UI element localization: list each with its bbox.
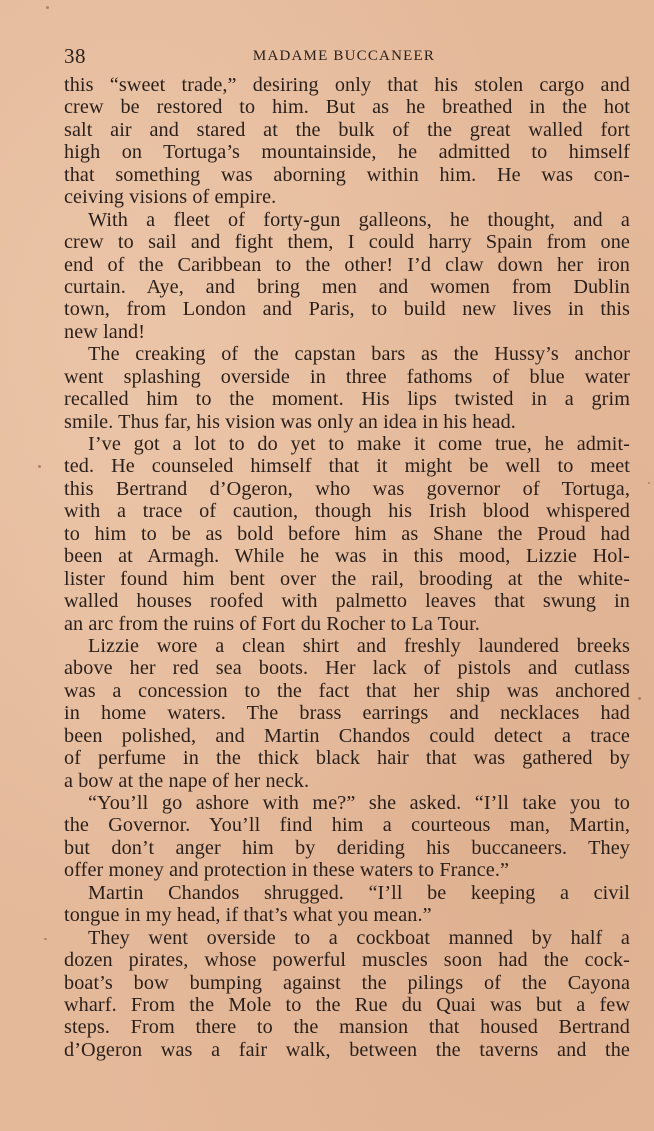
text-line: salt air and stared at the bulk of the great walled fort [64, 118, 630, 141]
text-line: I’ve got a lot to do yet to make it come true, he admit- [88, 433, 630, 455]
text-line: steps. From there to the mansion that housed Bertrand [64, 1016, 630, 1039]
text-line: in home waters. The brass earrings and necklaces had [64, 702, 630, 725]
text-line: Lizzie wore a clean shirt and freshly laundered breeks [88, 634, 630, 657]
text-line: curtain. Aye, and bring men and women from Dublin [64, 275, 630, 298]
text-line: recalled him to the moment. His lips twisted in a grim [64, 388, 630, 411]
text-line: d’Ogeron was a fair walk, between the taverns and the [64, 1038, 630, 1061]
text-line: crew be restored to him. But as he breathed in the hot [64, 96, 630, 119]
page-header [64, 44, 624, 70]
text-line: of perfume in the thick black hair that was gathered by [64, 747, 630, 770]
running-head: MADAME BUCCANEER [252, 48, 436, 64]
page-number: 38 [64, 44, 86, 68]
paper-speck [38, 465, 41, 468]
text-line: high on Tortuga’s mountainside, he admitted to himself [64, 141, 630, 164]
text-line: dozen pirates, whose powerful muscles soon had the cock- [64, 949, 630, 972]
text-line: The creaking of the capstan bars as the Hussy’s anchor [88, 343, 630, 366]
text-line: wharf. From the Mole to the Rue du Quai was but a few [64, 993, 630, 1016]
text-line: a bow at the nape of her neck. [64, 769, 310, 792]
paper-speck [44, 938, 47, 940]
text-line: They went overside to a cockboat manned by half a [88, 926, 630, 949]
text-line: crew to sail and fight them, I could harry Spain from one [64, 231, 630, 254]
paper-speck [46, 6, 49, 9]
body-text [64, 74, 630, 1061]
text-line: but don’t anger him by deriding his buccaneers. They [64, 836, 630, 859]
text-line: end of the Caribbean to the other! I’d claw down her iron [64, 253, 630, 276]
paper-speck [648, 482, 650, 484]
text-line: town, from London and Paris, to build new lives in this [64, 298, 630, 321]
text-line: walled houses roofed with palmetto leaves that swung in [64, 590, 630, 613]
text-line: smile. Thus far, his vision was only an idea in his head. [64, 410, 516, 433]
text-line: this Bertrand d’Ogeron, who was governor of Tortuga, [64, 477, 630, 500]
paper-speck [638, 697, 641, 700]
text-line: tongue in my head, if that’s what you mean.” [64, 904, 432, 927]
text-line: the Governor. You’ll find him a courteous man, Martin, [64, 814, 630, 837]
text-line: lister found him bent over the rail, brooding at the white- [64, 567, 630, 590]
text-line: that something was aborning within him. He was con- [64, 163, 630, 186]
text-line: been at Armagh. While he was in this mood, Lizzie Hol- [64, 545, 630, 568]
text-line: went splashing overside in three fathoms of blue water [64, 365, 630, 388]
text-line: new land! [64, 320, 146, 343]
text-line: an arc from the ruins of Fort du Rocher to La Tour. [64, 612, 480, 635]
text-line: above her red sea boots. Her lack of pistols and cutlass [64, 657, 630, 680]
text-line: offer money and protection in these waters to France.” [64, 859, 510, 882]
text-line: was a concession to the fact that her ship was anchored [64, 679, 630, 702]
text-line: with a trace of caution, though his Irish blood whispered [64, 500, 630, 523]
text-line: boat’s bow bumping against the pilings of the Cayona [64, 971, 630, 994]
text-line: ceiving visions of empire. [64, 186, 277, 209]
text-line: Martin Chandos shrugged. “I’ll be keeping a civil [88, 881, 630, 904]
text-line: “You’ll go ashore with me?” she asked. “I’ll take you to [88, 792, 630, 814]
text-line: been polished, and Martin Chandos could detect a trace [64, 724, 630, 747]
text-line: With a fleet of forty-gun galleons, he thought, and a [88, 208, 630, 231]
text-line: to him to be as bold before him as Shane the Proud had [64, 522, 630, 545]
text-line: this “sweet trade,” desiring only that his stolen cargo and [64, 74, 630, 96]
text-line: ted. He counseled himself that it might be well to meet [64, 455, 630, 478]
